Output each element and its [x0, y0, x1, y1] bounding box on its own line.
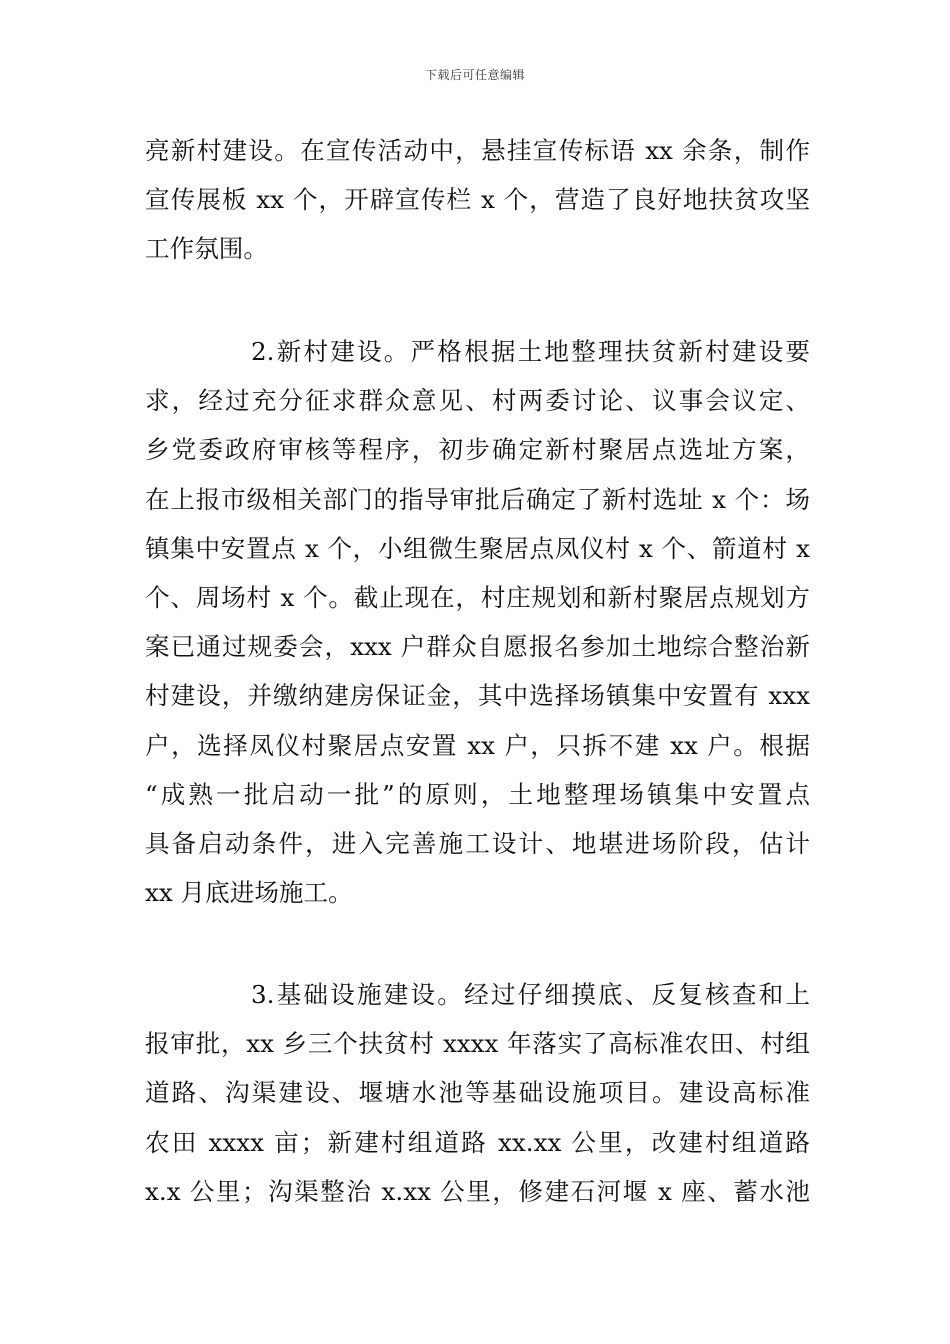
- paragraph-line: 具备启动条件，进入完善施工设计、地堪进场阶段，估计: [145, 828, 810, 858]
- paragraph-line: 工作氛围。: [145, 234, 268, 264]
- paragraph-line: 道路、沟渠建设、堰塘水池等基础设施项目。建设高标准: [145, 1078, 810, 1108]
- paragraph-line: 案已通过规委会，xxx 户群众自愿报名参加土地综合整治新: [145, 632, 810, 662]
- paragraph-line: 求，经过充分征求群众意见、村两委讨论、议事会议定、: [145, 386, 810, 416]
- paragraph-1: [145, 126, 810, 274]
- paragraph-line: 户，选择凤仪村聚居点安置 xx 户，只拆不建 xx 户。根据: [145, 730, 810, 760]
- paragraph-line: 3.基础设施建设。经过仔细摸底、反复核查和上: [251, 980, 810, 1009]
- paragraph-line: 在上报市级相关部门的指导审批后确定了新村选址 x 个：场: [145, 484, 810, 514]
- paragraph-line: 村建设，并缴纳建房保证金，其中选择场镇集中安置有 xxx: [145, 681, 810, 711]
- paragraph-line: 宣传展板 xx 个，开辟宣传栏 x 个，营造了良好地扶贫攻坚: [145, 185, 810, 215]
- paragraph-3: [145, 970, 810, 1216]
- paragraph-line: 镇集中安置点 x 个，小组微生聚居点凤仪村 x 个、箭道村 x: [145, 533, 810, 563]
- paragraph-line: 亮新村建设。在宣传活动中，悬挂宣传标语 xx 余条，制作: [145, 136, 810, 165]
- paragraph-line: “成熟一批启动一批”的原则，土地整理场镇集中安置点: [145, 779, 810, 809]
- paragraph-line: 乡党委政府审核等程序，初步确定新村聚居点选址方案，: [145, 435, 810, 465]
- paragraph-line: x.x 公里；沟渠整治 x.xx 公里，修建石河堰 x 座、蓄水池: [145, 1176, 810, 1206]
- paragraph-line: 2.新村建设。严格根据土地整理扶贫新村建设要: [251, 337, 810, 366]
- paragraph-line: 个、周场村 x 个。截止现在，村庄规划和新村聚居点规划方: [145, 582, 810, 612]
- paragraph-line: 报审批，xx 乡三个扶贫村 xxxx 年落实了高标准农田、村组: [145, 1029, 810, 1059]
- paragraph-line: 农田 xxxx 亩；新建村组道路 xx.xx 公里，改建村组道路: [145, 1127, 810, 1157]
- paragraph-line: xx 月底进场施工。: [145, 878, 353, 908]
- paragraph-2: [145, 327, 810, 917]
- page-header: 下载后可任意编辑: [424, 68, 525, 82]
